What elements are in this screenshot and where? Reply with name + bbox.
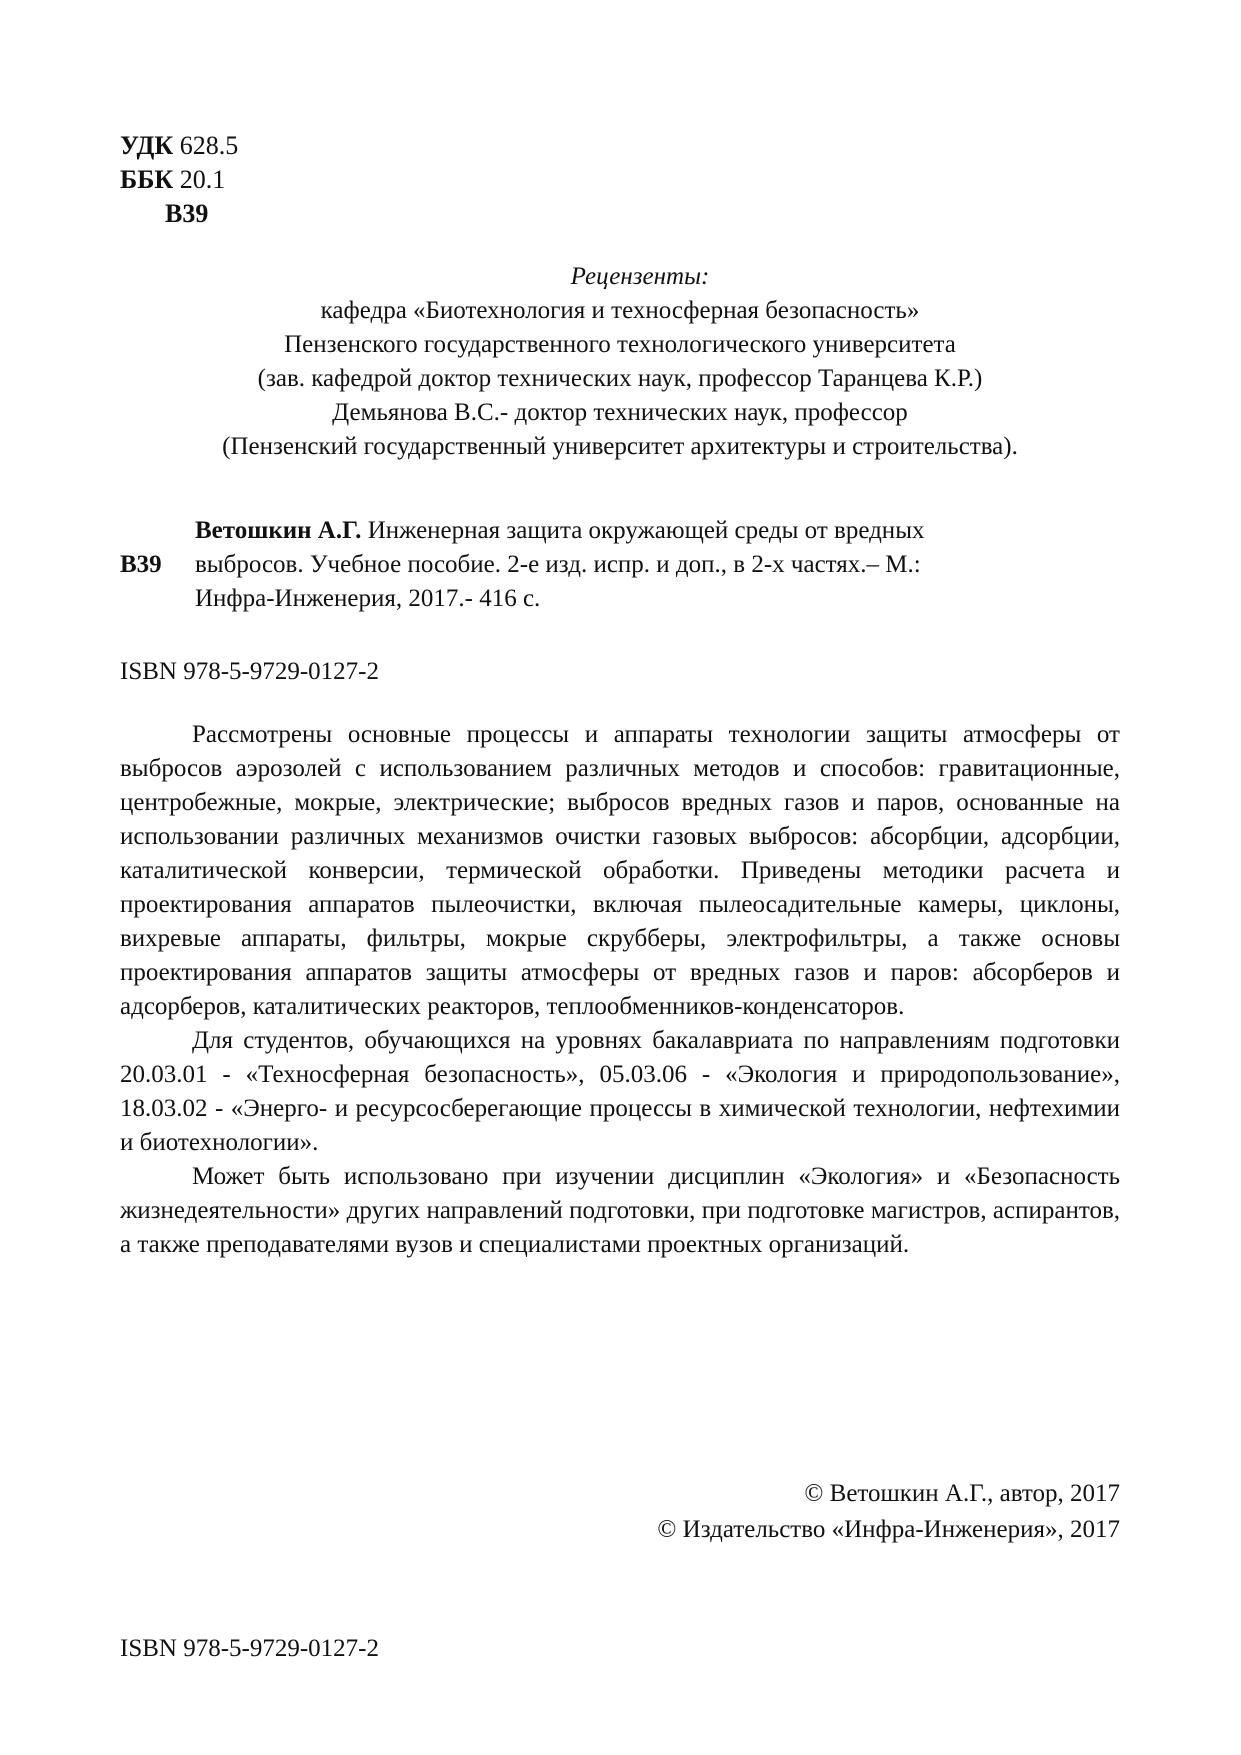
reviewers-block — [120, 260, 1120, 464]
isbn-bottom: ISBN 978-5-9729-0127-2 — [120, 1635, 380, 1662]
copyright-publisher: © Издательство «Инфра-Инженерия», 2017 — [657, 1516, 1120, 1543]
reviewer-line: кафедра «Биотехнология и техносферная безопасность» — [320, 297, 920, 324]
annotation-paragraph: Рассмотрены основные процессы и аппараты технологии защиты атмосферы от выбросов аэрозолей с использованием различных методов и способов: гравитационные, центробежные, мокрые, электрические; выбросов вредных газов и паров, основанные на использовании различных механизмов очистки газовых выбросов: абсорбции, адсорбции, каталитической конверсии, термической обработки. Приведены методики расчета и проектирования аппаратов пылеочистки, включая пылеосадительные камеры, циклоны, вихревые аппараты, фильтры, мокрые скрубберы, электрофильтры, а также основы проектирования аппаратов защиты атмосферы от вредных газов и паров: абсорберов и адсорберов, каталитических реакторов, теплообменников-конденсаторов. — [120, 721, 1120, 1020]
udk-line — [120, 129, 238, 163]
annotation-paragraph: Может быть использовано при изучении дисциплин «Экология» и «Безопасность жизнедеятельности» других направлений подготовки, при подготовке магистров, аспирантов, а также преподавателями вузов и специалистами проектных организаций. — [120, 1163, 1120, 1258]
annotation — [120, 718, 1120, 1262]
bibliographic-mark: В39 — [120, 551, 162, 578]
reviewers-heading: Рецензенты: — [570, 263, 710, 290]
reviewer-line: Демьянова В.С.- доктор технических наук, профессор — [332, 399, 908, 426]
bbk-label: ББК — [120, 165, 174, 194]
bbk-line — [120, 163, 238, 197]
isbn-top: ISBN 978-5-9729-0127-2 — [120, 658, 380, 685]
bbk-value: 20.1 — [179, 165, 226, 194]
copyright-block — [657, 1476, 1120, 1548]
udk-label: УДК — [120, 131, 174, 160]
author-mark: В39 — [165, 199, 209, 228]
reviewer-line: (зав. кафедрой доктор технических наук, профессор Таранцева К.Р.) — [257, 365, 983, 392]
bibliographic-title: Инженерная защита окружающей среды от вредных — [361, 517, 925, 544]
reviewer-line: (Пензенский государственный университет архитектуры и строительства). — [222, 433, 1018, 460]
annotation-paragraph: Для студентов, обучающихся на уровнях бакалавриата по направлениям подготовки 20.03.01 - «Техносферная безопасность», 05.03.06 - «Экология и природопользование», 18.03.02 - «Энерго- и ресурсосберегающие процессы в химической технологии, нефтехимии и биотехнологии». — [120, 1027, 1120, 1156]
classification-codes — [120, 129, 238, 231]
copyright-author: © Ветошкин А.Г., автор, 2017 — [804, 1480, 1120, 1507]
author-mark-line — [120, 197, 238, 231]
bibliographic-author: Ветошкин А.Г. — [195, 517, 362, 544]
bibliographic-line-2: выбросов. Учебное пособие. 2-е изд. испр. и доп., в 2-х частях.– М.: — [195, 551, 921, 578]
bibliographic-description — [195, 514, 1095, 616]
reviewer-line: Пензенского государственного технологического университета — [284, 331, 956, 358]
bibliographic-line-3: Инфра-Инженерия, 2017.- 416 с. — [195, 585, 541, 612]
udk-value: 628.5 — [179, 131, 239, 160]
bibliographic-line-1 — [195, 514, 1095, 548]
